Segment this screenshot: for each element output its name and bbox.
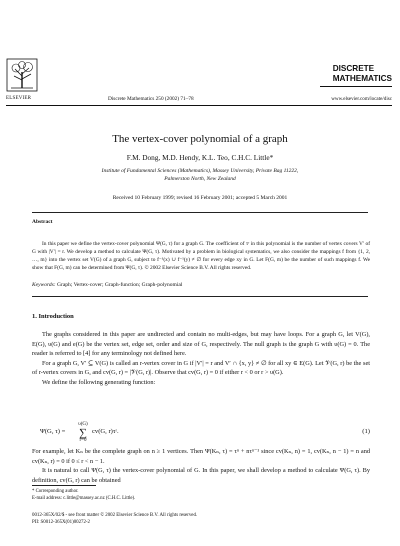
keywords-text: Graph; Vertex-cover; Graph-function; Graph-polynomial — [57, 282, 183, 288]
paragraph-5: It is natural to call Ψ(G, τ) the vertex-cover polynomial of G. In this paper, we shall develop a method to calculate Ψ(G, τ). By definition, cv(G, r) can be obtained — [32, 467, 370, 484]
equation-number: (1) — [362, 428, 370, 435]
keywords-label: Keywords: — [32, 282, 56, 288]
pii-line: PII: S0012-365X(01)00272-2 — [32, 520, 91, 525]
equation-lhs: Ψ(G, τ) = — [40, 428, 66, 435]
abstract-top-divider — [32, 212, 368, 213]
keywords — [32, 282, 182, 288]
sum-symbol: ∑ — [79, 427, 87, 439]
abstract-text: In this paper we define the vertex-cover polynomial Ψ(G, τ) for a graph G. The coefficient of τʳ in this polynomial is the number of vertex covers V′ of G with |V′| = r. We develop a method to calculate Ψ(G, τ). Motivated by a problem in biological systematics, we also consider the mappings f from {1, 2, …, m} into the vertex set V(G) of a graph G, subject to f⁻¹(x) ∪ f⁻¹(y) ≠ ∅ for every edge xy in G. Let F(G, m) be the number of such mappings f. We show that F(G, m) can be determined from Ψ(G, τ). © 2002 Elsevier Science B.V. All rights reserved. — [32, 241, 370, 272]
issn-line: 0012-365X/02/$ - see front matter © 2002 Elsevier Science B.V. All rights reserved. — [32, 513, 198, 518]
publisher-name: ELSEVIER — [6, 96, 32, 101]
journal-brand-line2: MATHEMATICS — [332, 74, 392, 83]
abstract-heading: Abstract — [32, 219, 53, 225]
journal-url[interactable]: www.elsevier.com/locate/disc — [331, 96, 392, 102]
footnote-divider — [32, 485, 96, 486]
journal-brand — [333, 64, 392, 84]
paragraph-3: We define the following generating function: — [42, 378, 156, 386]
brand-divider — [320, 86, 392, 87]
footnote-corresponding: * Corresponding author. — [32, 489, 79, 494]
elsevier-tree-logo — [6, 58, 38, 92]
body-text-lower — [32, 447, 370, 485]
paper-authors: F.M. Dong, M.D. Hendy, K.L. Teo, C.H.C. Little* — [126, 153, 274, 162]
header-divider — [6, 105, 392, 106]
body-text-upper — [32, 330, 370, 387]
section-heading: 1. Introduction — [32, 313, 74, 320]
footnote-email[interactable]: E-mail address: c.little@massey.ac.nz (C.H.C. Little). — [32, 496, 136, 501]
affiliation-line2: Palmerston North, New Zealand — [164, 176, 236, 182]
equation-1 — [32, 422, 370, 444]
affiliation — [0, 167, 400, 183]
paragraph-2: For a graph G, V′ ⊆ V(G) is called an r-vertex cover in G if |V′| = r and V′ ∩ {x, y} ≠ ∅ for all xy ∈ E(G). Let 𝒱(G, r) be the set of r-vertex covers in G, and cv(G, r) = |𝒱(G, r)|. Observe that cv(G, r) = 0 if either r < 0 or r > υ(G). — [32, 359, 370, 376]
journal-brand-line1: DISCRETE — [332, 64, 375, 73]
summation — [76, 422, 90, 444]
sum-upper-limit: υ(G) — [78, 422, 88, 427]
paragraph-4: For example, let Kₙ be the complete graph on n ≥ 1 vertices. Then Ψ(Kₙ, τ) = τⁿ + nτⁿ⁻¹ since cv(Kₙ, n) = 1, cv(Kₙ, n − 1) = n and cv(Kₙ, r) = 0 if 0 ≤ r < n − 1. — [32, 448, 370, 465]
received-dates: Received 10 February 1999; revised 16 February 2001; accepted 5 March 2001 — [112, 195, 288, 201]
affiliation-line1: Institute of Fundamental Sciences (Mathematics), Massey University, Private Bag 11222, — [101, 168, 299, 174]
abstract-bottom-divider — [32, 296, 368, 297]
sum-lower-limit: r=0 — [79, 438, 87, 443]
journal-citation: Discrete Mathematics 250 (2002) 71–78 — [108, 96, 194, 102]
paper-title: The vertex-cover polynomial of a graph — [112, 133, 288, 145]
equation-rhs: cv(G, r)τʳ. — [92, 428, 119, 435]
paragraph-1: The graphs considered in this paper are undirected and contain no multi-edges, but may have loops. For a graph G, let V(G), E(G), υ(G) and e(G) be the vertex set, edge set, order and size of G, respectively. The null graph is the graph G with υ(G) = 0. The reader is referred to [4] for any terminology not defined here. — [32, 331, 370, 357]
